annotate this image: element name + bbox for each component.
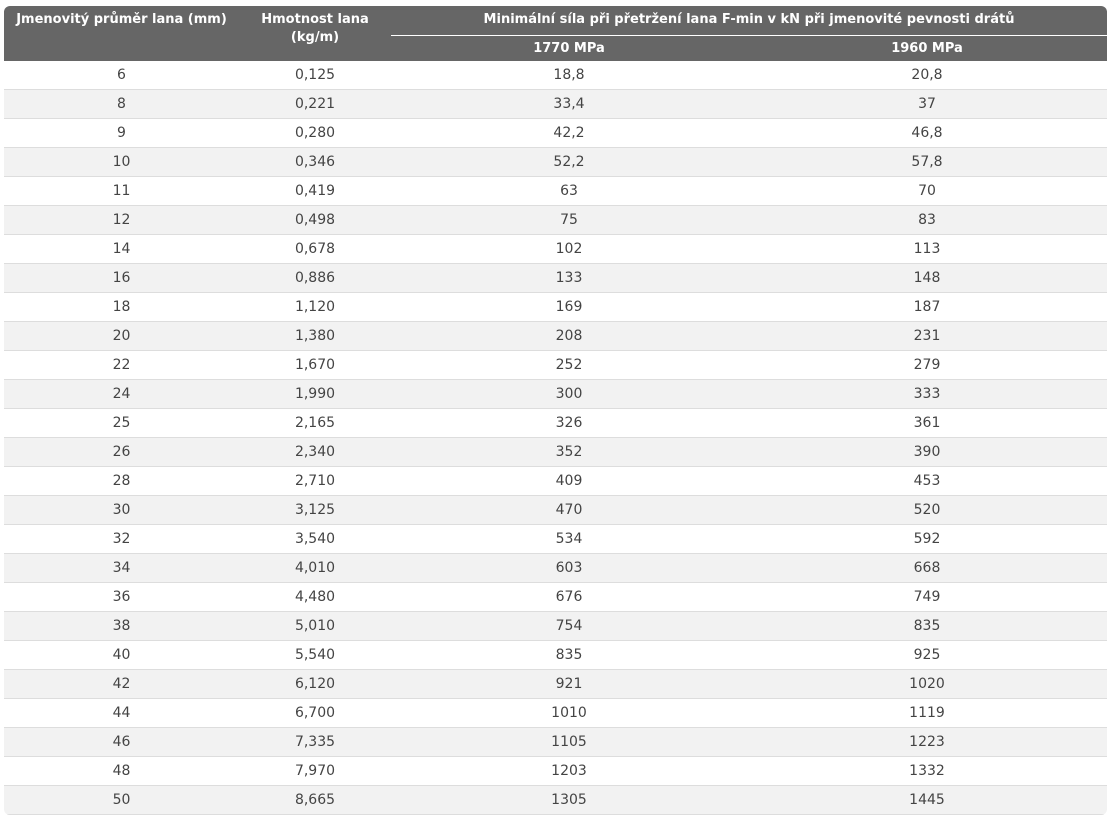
cell-force-1960: 749 bbox=[747, 583, 1107, 612]
cell-force-1960: 925 bbox=[747, 641, 1107, 670]
cell-mass: 1,120 bbox=[239, 293, 391, 322]
table-row bbox=[4, 409, 1107, 438]
cell-diameter: 38 bbox=[4, 612, 239, 641]
cell-force-1960: 520 bbox=[747, 496, 1107, 525]
cell-diameter: 12 bbox=[4, 206, 239, 235]
table-row bbox=[4, 786, 1107, 815]
cell-force-1960: 1020 bbox=[747, 670, 1107, 699]
cell-diameter: 42 bbox=[4, 670, 239, 699]
table-row bbox=[4, 612, 1107, 641]
cell-force-1960: 361 bbox=[747, 409, 1107, 438]
cell-mass: 5,540 bbox=[239, 641, 391, 670]
cell-force-1770: 42,2 bbox=[391, 119, 747, 148]
cell-diameter: 25 bbox=[4, 409, 239, 438]
cell-force-1770: 300 bbox=[391, 380, 747, 409]
cell-force-1960: 835 bbox=[747, 612, 1107, 641]
cell-mass: 3,125 bbox=[239, 496, 391, 525]
cell-mass: 6,120 bbox=[239, 670, 391, 699]
cell-force-1770: 33,4 bbox=[391, 90, 747, 119]
table-row bbox=[4, 264, 1107, 293]
table-row bbox=[4, 728, 1107, 757]
cell-force-1770: 676 bbox=[391, 583, 747, 612]
cell-diameter: 10 bbox=[4, 148, 239, 177]
cell-force-1960: 390 bbox=[747, 438, 1107, 467]
cell-force-1770: 133 bbox=[391, 264, 747, 293]
table-row bbox=[4, 583, 1107, 612]
cell-diameter: 26 bbox=[4, 438, 239, 467]
cell-mass: 7,970 bbox=[239, 757, 391, 786]
cell-mass: 1,670 bbox=[239, 351, 391, 380]
cell-diameter: 11 bbox=[4, 177, 239, 206]
cell-force-1960: 83 bbox=[747, 206, 1107, 235]
cell-diameter: 50 bbox=[4, 786, 239, 815]
cell-force-1960: 668 bbox=[747, 554, 1107, 583]
cell-diameter: 14 bbox=[4, 235, 239, 264]
cell-force-1770: 52,2 bbox=[391, 148, 747, 177]
cell-mass: 1,990 bbox=[239, 380, 391, 409]
header-min-breaking-force-label: Minimální síla při přetržení lana F-min v kN při jmenovité pevnosti drátů bbox=[483, 12, 1015, 27]
header-divider bbox=[391, 35, 1107, 36]
cell-force-1960: 453 bbox=[747, 467, 1107, 496]
cell-diameter: 9 bbox=[4, 119, 239, 148]
table-row bbox=[4, 641, 1107, 670]
cell-mass: 1,380 bbox=[239, 322, 391, 351]
cell-mass: 6,700 bbox=[239, 699, 391, 728]
table-row bbox=[4, 177, 1107, 206]
cell-force-1770: 1010 bbox=[391, 699, 747, 728]
table-row bbox=[4, 467, 1107, 496]
cell-force-1960: 1119 bbox=[747, 699, 1107, 728]
cell-mass: 0,678 bbox=[239, 235, 391, 264]
cell-diameter: 16 bbox=[4, 264, 239, 293]
cell-force-1960: 148 bbox=[747, 264, 1107, 293]
cell-mass: 0,346 bbox=[239, 148, 391, 177]
cell-force-1770: 352 bbox=[391, 438, 747, 467]
cell-force-1960: 57,8 bbox=[747, 148, 1107, 177]
table-body bbox=[4, 61, 1107, 815]
cell-diameter: 40 bbox=[4, 641, 239, 670]
cell-force-1770: 63 bbox=[391, 177, 747, 206]
rope-strength-table-container bbox=[4, 6, 1107, 815]
cell-mass: 8,665 bbox=[239, 786, 391, 815]
table-row bbox=[4, 61, 1107, 90]
cell-mass: 0,280 bbox=[239, 119, 391, 148]
table-row bbox=[4, 757, 1107, 786]
cell-mass: 7,335 bbox=[239, 728, 391, 757]
cell-force-1960: 592 bbox=[747, 525, 1107, 554]
table-row bbox=[4, 119, 1107, 148]
cell-mass: 2,165 bbox=[239, 409, 391, 438]
table-row bbox=[4, 554, 1107, 583]
cell-force-1770: 921 bbox=[391, 670, 747, 699]
cell-force-1770: 208 bbox=[391, 322, 747, 351]
header-mass: Hmotnost lana (kg/m) bbox=[239, 6, 391, 61]
cell-mass: 3,540 bbox=[239, 525, 391, 554]
table-row bbox=[4, 670, 1107, 699]
cell-diameter: 20 bbox=[4, 322, 239, 351]
cell-diameter: 44 bbox=[4, 699, 239, 728]
cell-mass: 5,010 bbox=[239, 612, 391, 641]
cell-force-1770: 835 bbox=[391, 641, 747, 670]
header-1960-mpa: 1960 MPa bbox=[747, 37, 1107, 61]
cell-diameter: 36 bbox=[4, 583, 239, 612]
cell-diameter: 28 bbox=[4, 467, 239, 496]
cell-force-1770: 75 bbox=[391, 206, 747, 235]
cell-force-1960: 187 bbox=[747, 293, 1107, 322]
cell-mass: 0,498 bbox=[239, 206, 391, 235]
cell-force-1770: 534 bbox=[391, 525, 747, 554]
cell-force-1770: 409 bbox=[391, 467, 747, 496]
table-row bbox=[4, 206, 1107, 235]
table-header bbox=[4, 6, 1107, 61]
cell-force-1960: 113 bbox=[747, 235, 1107, 264]
cell-diameter: 46 bbox=[4, 728, 239, 757]
cell-diameter: 8 bbox=[4, 90, 239, 119]
cell-mass: 4,480 bbox=[239, 583, 391, 612]
table-row bbox=[4, 699, 1107, 728]
cell-force-1960: 37 bbox=[747, 90, 1107, 119]
cell-force-1770: 603 bbox=[391, 554, 747, 583]
rope-strength-table bbox=[4, 6, 1107, 815]
cell-diameter: 32 bbox=[4, 525, 239, 554]
cell-force-1960: 333 bbox=[747, 380, 1107, 409]
cell-diameter: 6 bbox=[4, 61, 239, 90]
cell-force-1960: 46,8 bbox=[747, 119, 1107, 148]
table-row bbox=[4, 438, 1107, 467]
table-row bbox=[4, 380, 1107, 409]
cell-force-1770: 169 bbox=[391, 293, 747, 322]
cell-force-1960: 1445 bbox=[747, 786, 1107, 815]
table-row bbox=[4, 322, 1107, 351]
cell-mass: 2,340 bbox=[239, 438, 391, 467]
cell-force-1770: 1203 bbox=[391, 757, 747, 786]
table-row bbox=[4, 293, 1107, 322]
table-row bbox=[4, 90, 1107, 119]
cell-mass: 0,125 bbox=[239, 61, 391, 90]
cell-force-1960: 279 bbox=[747, 351, 1107, 380]
table-row bbox=[4, 525, 1107, 554]
cell-diameter: 48 bbox=[4, 757, 239, 786]
cell-force-1770: 252 bbox=[391, 351, 747, 380]
table-row bbox=[4, 148, 1107, 177]
table-row bbox=[4, 351, 1107, 380]
cell-force-1960: 1332 bbox=[747, 757, 1107, 786]
cell-force-1770: 1305 bbox=[391, 786, 747, 815]
table-row bbox=[4, 496, 1107, 525]
cell-diameter: 18 bbox=[4, 293, 239, 322]
cell-mass: 0,886 bbox=[239, 264, 391, 293]
cell-force-1770: 18,8 bbox=[391, 61, 747, 90]
header-diameter: Jmenovitý průměr lana (mm) bbox=[4, 6, 239, 61]
cell-mass: 0,419 bbox=[239, 177, 391, 206]
cell-force-1960: 231 bbox=[747, 322, 1107, 351]
cell-force-1770: 470 bbox=[391, 496, 747, 525]
cell-diameter: 30 bbox=[4, 496, 239, 525]
cell-diameter: 24 bbox=[4, 380, 239, 409]
cell-diameter: 34 bbox=[4, 554, 239, 583]
table-row bbox=[4, 235, 1107, 264]
header-min-breaking-force bbox=[391, 6, 1107, 37]
cell-force-1770: 1105 bbox=[391, 728, 747, 757]
cell-force-1960: 70 bbox=[747, 177, 1107, 206]
cell-mass: 2,710 bbox=[239, 467, 391, 496]
cell-force-1770: 754 bbox=[391, 612, 747, 641]
cell-mass: 0,221 bbox=[239, 90, 391, 119]
cell-mass: 4,010 bbox=[239, 554, 391, 583]
cell-force-1770: 326 bbox=[391, 409, 747, 438]
header-1770-mpa: 1770 MPa bbox=[391, 37, 747, 61]
cell-diameter: 22 bbox=[4, 351, 239, 380]
cell-force-1960: 20,8 bbox=[747, 61, 1107, 90]
cell-force-1960: 1223 bbox=[747, 728, 1107, 757]
cell-force-1770: 102 bbox=[391, 235, 747, 264]
